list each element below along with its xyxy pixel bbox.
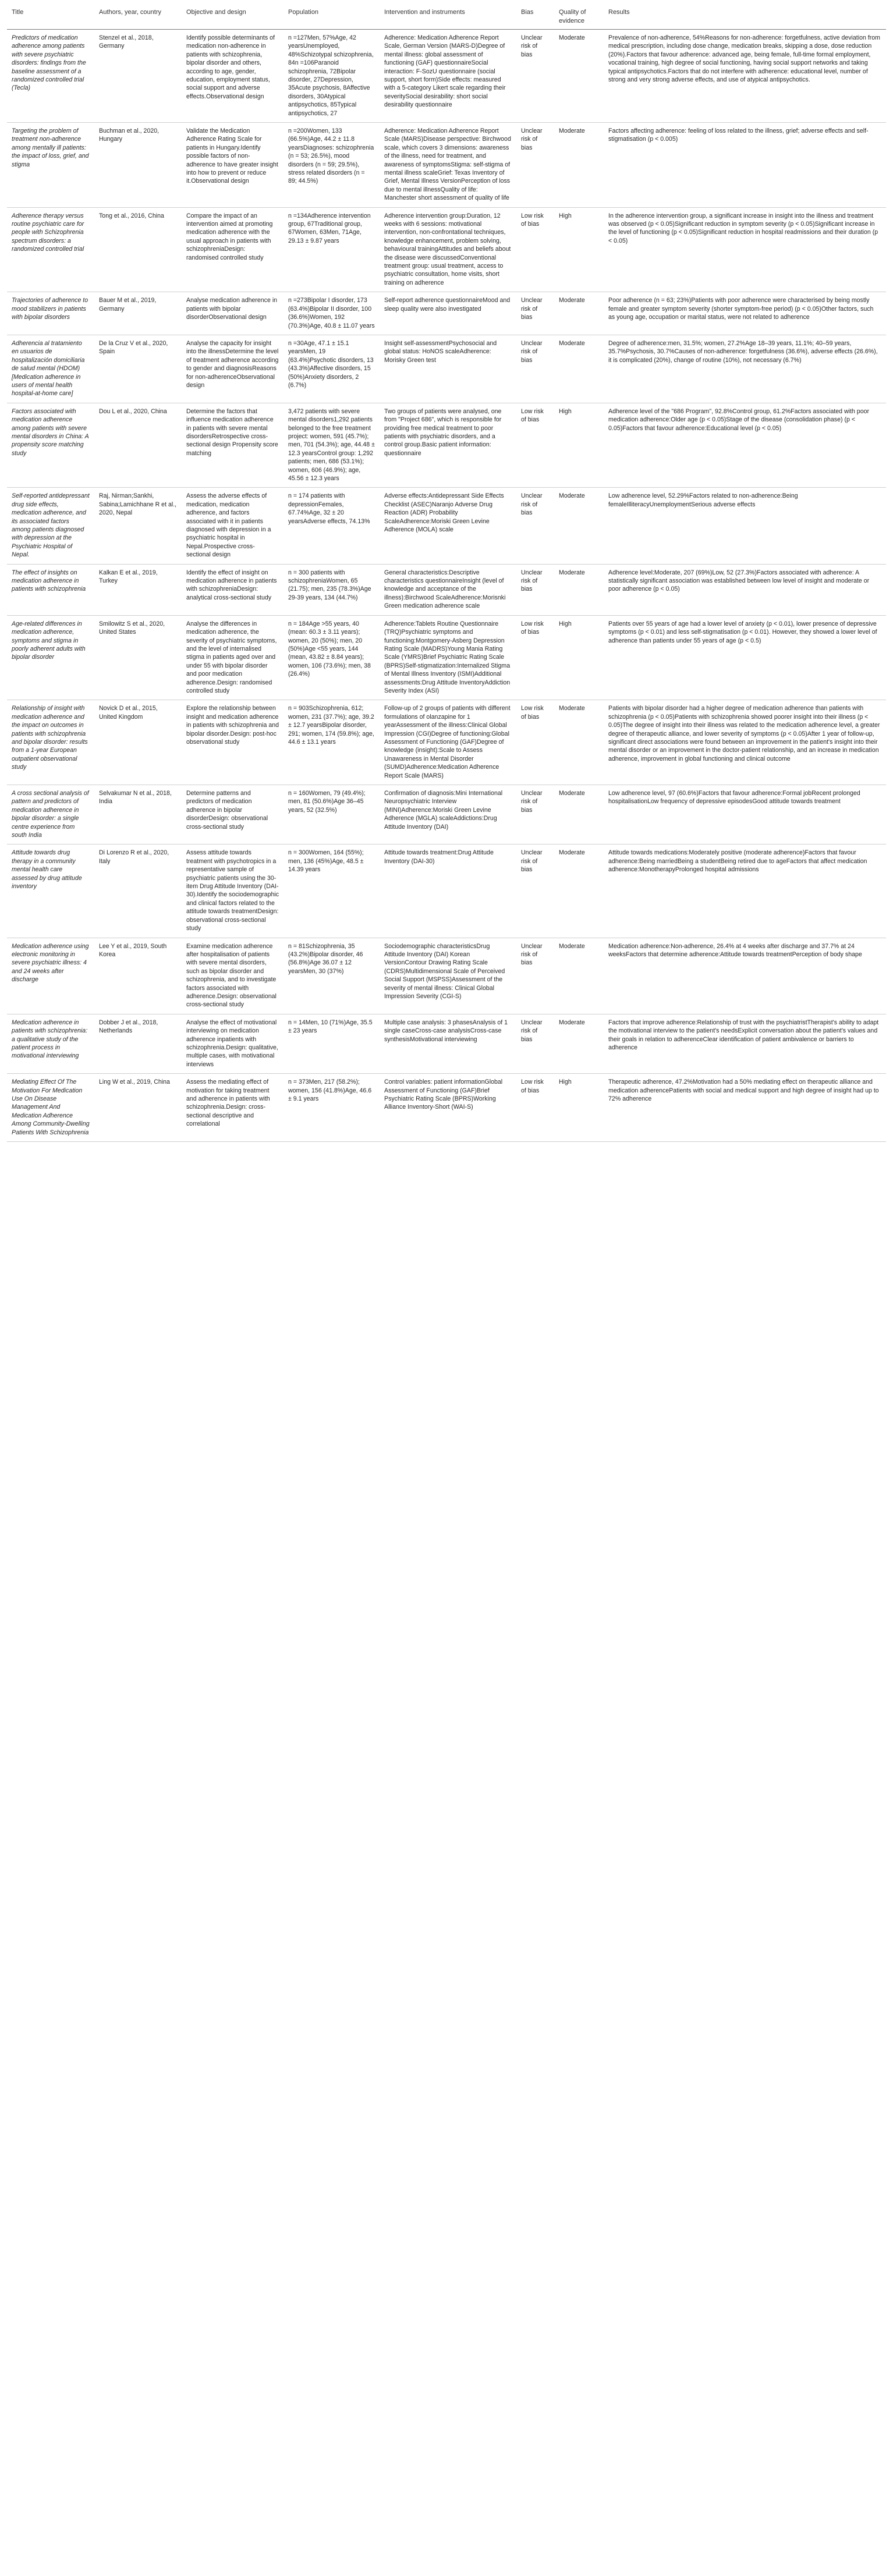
study-objective: Assess attitude towards treatment with psychotropics in a representative sample of psychiatric patients using the 30-item Drug Attitude Inventory (DAI-30).Identify the sociodemographic and clinical factors related to the attitude towards treatmentDesign: observational cross-sectional study <box>182 845 284 938</box>
study-population: n = 174 patients with depressionFemales, 67.74%Age, 32 ± 20 yearsAdverse effects, 74.13% <box>284 488 380 564</box>
study-title: The effect of insights on medication adherence in patients with schizophrenia <box>7 564 94 615</box>
study-title: Adherencia al tratamiento en usuarios de hospitalización domiciliaria de salud mental (HDOM) [Medication adherence in users of mental health hospital-at-home care] <box>7 335 94 403</box>
study-objective: Analyse the effect of motivational interviewing on medication adherence inpatients with schizophrenia.Design: qualitative, multiple cases, with motivational interviews <box>182 1014 284 1073</box>
table-row <box>7 615 886 700</box>
study-intervention: Adherence: Medication Adherence Report Scale, German Version (MARS-D)Degree of mental illness: global assessment of functioning (GAF) questionnaireSocial interaction: F-SozU questionnaire (social support, short form)Side effects: measured with a 5-category Likert scale regarding their severitySocial desirability: short social desirability questionnaire <box>380 29 516 122</box>
study-intervention: Insight self-assessmentPsychosocial and global status: HoNOS scaleAdherence: Morisky Green test <box>380 335 516 403</box>
header-quality: Quality of evidence <box>554 5 604 29</box>
study-quality: Moderate <box>554 292 604 335</box>
study-title: Mediating Effect Of The Motivation For Medication Use On Disease Management And Medication Adherence Among Community-Dwelling Patients With Schizophrenia <box>7 1074 94 1142</box>
study-results: Attitude towards medications:Moderately positive (moderate adherence)Factors that favour adherence:Being marriedBeing a studentBeing retired due to ageFactors that affect medication adherence:MonotherapyProlonged hospital admissions <box>604 845 886 938</box>
study-bias: Unclear risk of bias <box>516 564 554 615</box>
table-row <box>7 29 886 122</box>
study-authors: Dobber J et al., 2018, Netherlands <box>94 1014 182 1073</box>
study-results: Low adherence level, 52.29%Factors related to non-adherence:Being femaleIlliteracyUnemploymentSerious adverse effects <box>604 488 886 564</box>
study-objective: Analyse the differences in medication adherence, the severity of psychiatric symptoms, and the level of internalised stigma in patients aged over and under 55 with bipolar disorder and poor medication adherence.Design: randomised controlled study <box>182 615 284 700</box>
study-population: n = 373Men, 217 (58.2%); women, 156 (41.8%)Age, 46.6 ± 9.1 years <box>284 1074 380 1142</box>
study-quality: High <box>554 1074 604 1142</box>
table-row <box>7 488 886 564</box>
study-objective: Compare the impact of an intervention aimed at promoting medication adherence with the usual approach in patients with schizophreniaDesign: randomised controlled study <box>182 207 284 292</box>
study-authors: Dou L et al., 2020, China <box>94 403 182 488</box>
study-authors: Bauer M et al., 2019, Germany <box>94 292 182 335</box>
study-authors: Lee Y et al., 2019, South Korea <box>94 938 182 1014</box>
study-bias: Unclear risk of bias <box>516 1014 554 1073</box>
study-bias: Unclear risk of bias <box>516 335 554 403</box>
study-bias: Unclear risk of bias <box>516 785 554 845</box>
study-intervention: Two groups of patients were analysed, one from "Project 686", which is responsible for providing free medical treatment to poor patients with psychiatric disorders, and a control group.Basic patient information: questionnaire <box>380 403 516 488</box>
study-bias: Unclear risk of bias <box>516 488 554 564</box>
study-intervention: Adverse effects:Antidepressant Side Effects Checklist (ASEC)Naranjo Adverse Drug Reaction (ADR) Probability ScaleAdherence:Moriski Green Levine Adherence (MOLA) scale <box>380 488 516 564</box>
header-results: Results <box>604 5 886 29</box>
study-bias: Low risk of bias <box>516 700 554 785</box>
table-row <box>7 292 886 335</box>
study-quality: Moderate <box>554 488 604 564</box>
study-results: Degree of adherence:men, 31.5%; women, 27.2%Age 18–39 years, 11.1%; 40–59 years, 35.7%Psychosis, 30.7%Causes of non-adherence: forgetfulness (36.6%), adverse effects (26.6%), it is complicated (20%), change of routine (10%), not necessary (6.7%) <box>604 335 886 403</box>
study-intervention: Sociodemographic characteristicsDrug Attitude Inventory (DAI) Korean VersionContour Drawing Rating Scale (CDRS)Multidimensional Scale of Perceived Social Support (MSPSS)Assessment of the severity of mental illness: Clinical Global Impression Severity (CGI-S) <box>380 938 516 1014</box>
header-objective: Objective and design <box>182 5 284 29</box>
study-population: n = 81Schizophrenia, 35 (43.2%)Bipolar disorder, 46 (56.8%)Age 36.07 ± 12 yearsMen, 30 (37%) <box>284 938 380 1014</box>
study-title: Factors associated with medication adherence among patients with severe mental disorders in China: A propensity score matching study <box>7 403 94 488</box>
study-population: n =273Bipolar I disorder, 173 (63.4%)Bipolar II disorder, 100 (36.6%)Women, 192 (70.3%)Age, 40.8 ± 11.07 years <box>284 292 380 335</box>
study-objective: Assess the mediating effect of motivation for taking treatment and adherence in patients with schizophrenia.Design: cross-sectional descriptive and correlational <box>182 1074 284 1142</box>
study-intervention: Control variables: patient informationGlobal Assessment of Functioning (GAF)Brief Psychiatric Rating Scale (BPRS)Working Alliance Inventory-Short (WAI-S) <box>380 1074 516 1142</box>
header-bias: Bias <box>516 5 554 29</box>
study-objective: Examine medication adherence after hospitalisation of patients with severe mental disorders, such as bipolar disorder and schizophrenia, and to investigate factors associated with adherence.Design: observational cross-sectional study <box>182 938 284 1014</box>
study-authors: Stenzel et al., 2018, Germany <box>94 29 182 122</box>
study-bias: Unclear risk of bias <box>516 938 554 1014</box>
study-title: Medication adherence using electronic monitoring in severe psychiatric illness: 4 and 24 weeks after discharge <box>7 938 94 1014</box>
study-quality: Moderate <box>554 785 604 845</box>
study-results: Factors that improve adherence:Relationship of trust with the psychiatristTherapist's ability to adapt the motivational interview to the patient's needsExplicit conversation about the patient's values and their goals in relation to adherenceClear identification of patient ambivalence or barriers to adherence <box>604 1014 886 1073</box>
study-title: Self-reported antidepressant drug side effects, medication adherence, and its associated factors among patients diagnosed with depression at the Psychiatric Hospital of Nepal. <box>7 488 94 564</box>
study-bias: Low risk of bias <box>516 207 554 292</box>
study-authors: Buchman et al., 2020, Hungary <box>94 122 182 207</box>
table-row <box>7 207 886 292</box>
study-quality: Moderate <box>554 845 604 938</box>
study-population: n = 903Schizophrenia, 612; women, 231 (37.7%); age, 39.2 ± 12.7 yearsBipolar disorder, 291; women, 174 (59.8%); age, 44.6 ± 13.1 years <box>284 700 380 785</box>
study-population: n = 300 patients with schizophreniaWomen, 65 (21.75); men, 235 (78.3%)Age 29-39 years, 134 (44.7%) <box>284 564 380 615</box>
header-authors: Authors, year, country <box>94 5 182 29</box>
study-intervention: Self-report adherence questionnaireMood and sleep quality were also investigated <box>380 292 516 335</box>
study-quality: High <box>554 403 604 488</box>
study-objective: Assess the adverse effects of medication, medication adherence, and factors associated with it in patients diagnosed with depression in a psychiatric hospital in Nepal.Prospective cross-sectional design <box>182 488 284 564</box>
study-objective: Explore the relationship between insight and medication adherence in patients with schizophrenia and bipolar disorder.Design: post-hoc observational study <box>182 700 284 785</box>
study-objective: Analyse medication adherence in patients with bipolar disorderObservational design <box>182 292 284 335</box>
study-title: Attitude towards drug therapy in a community mental health care assessed by drug attitude inventory <box>7 845 94 938</box>
study-population: n =30Age, 47.1 ± 15.1 yearsMen, 19 (63.4%)Psychotic disorders, 13 (43.3%)Affective disorders, 15 (50%)Anxiety disorders, 2 (6.7%) <box>284 335 380 403</box>
study-quality: High <box>554 207 604 292</box>
study-bias: Low risk of bias <box>516 403 554 488</box>
study-results: In the adherence intervention group, a significant increase in insight into the illness and treatment was observed (p < 0.05)Significant reduction in symptom severity (p < 0.05)Significant increase in the level of functioning (p < 0.05)Significant reduction in hospital readmissions and their duration (p < 0.05) <box>604 207 886 292</box>
study-objective: Determine patterns and predictors of medication adherence in bipolar disorderDesign: observational cross-sectional study <box>182 785 284 845</box>
study-results: Patients with bipolar disorder had a higher degree of medication adherence than patients with schizophrenia (p < 0.05)Patients with schizophrenia showed poorer insight into their illness (p < 0.05)The degree of insight into their illness was related to the medication adherence level, a greater degree of therapeutic alliance, and lower severity of symptoms (p < 0.05)After 1 year of follow-up, significant direct associations were found between an improvement in the patient's insight into their mental disorder or an improvement in the doctor-patient relationship, and an increase in medication adherence, improvement in global functioning and clinical outcome <box>604 700 886 785</box>
table-row <box>7 335 886 403</box>
study-title: Trajectories of adherence to mood stabilizers in patients with bipolar disorders <box>7 292 94 335</box>
study-intervention: Follow-up of 2 groups of patients with different formulations of olanzapine for 1 yearAssessment of the illness:Clinical Global Impression (CGI)Degree of functioning:Global Assessment of Functioning (GAF)Degree of knowledge (insight):Scale to Assess Unawareness in Mental Disorder (SUMD)Adherence:Medication Adherence Report Scale (MARS) <box>380 700 516 785</box>
study-population: n = 160Women, 79 (49.4%); men, 81 (50.6%)Age 36–45 years, 52 (32.5%) <box>284 785 380 845</box>
study-title: Predictors of medication adherence among patients with severe psychiatric disorders: findings from the baseline assessment of a randomized controlled trial (Tecla) <box>7 29 94 122</box>
study-population: n = 184Age >55 years, 40 (mean: 60.3 ± 3.11 years); women, 20 (50%); men, 20 (50%)Age <55 years, 144 (mean, 43.82 ± 8.84 years); women, 106 (73.6%); men, 38 (26.4%) <box>284 615 380 700</box>
study-results: Patients over 55 years of age had a lower level of anxiety (p < 0.01), lower presence of depressive symptoms (p < 0.01) and less self-stigmatisation (p < 0.01). However, they showed a lower level of adherence than patients under 55 years of age (p < 0.5) <box>604 615 886 700</box>
study-intervention: Attitude towards treatment:Drug Attitude Inventory (DAI-30) <box>380 845 516 938</box>
study-title: Medication adherence in patients with schizophrenia: a qualitative study of the patient process in motivational interviewing <box>7 1014 94 1073</box>
study-population: 3,472 patients with severe mental disorders1,292 patients belonged to the free treatment project: women, 591 (45.7%); men, 701 (54.3%); age, 44.48 ± 12.3 yearsControl group: 1,292 patients; men, 686 (53.1%); women, 606 (46.9%); age, 45.56 ± 12.3 years <box>284 403 380 488</box>
table-row <box>7 1074 886 1142</box>
header-title: Title <box>7 5 94 29</box>
study-authors: Kalkan E et al., 2019, Turkey <box>94 564 182 615</box>
study-authors: Novick D et al., 2015, United Kingdom <box>94 700 182 785</box>
study-title: Relationship of insight with medication adherence and the impact on outcomes in patients with schizophrenia and bipolar disorder: results from a 1-year European outpatient observational study <box>7 700 94 785</box>
study-bias: Low risk of bias <box>516 1074 554 1142</box>
table-row <box>7 845 886 938</box>
table-row <box>7 785 886 845</box>
study-title: A cross sectional analysis of pattern and predictors of medication adherence in bipolar disorder: a single centre experience from south India <box>7 785 94 845</box>
study-authors: Di Lorenzo R et al., 2020, Italy <box>94 845 182 938</box>
study-intervention: Multiple case analysis: 3 phasesAnalysis of 1 single caseCross-case analysisCross-case synthesisMotivational interviewing <box>380 1014 516 1073</box>
page <box>0 0 893 1142</box>
study-authors: Selvakumar N et al., 2018, India <box>94 785 182 845</box>
study-quality: Moderate <box>554 122 604 207</box>
header-row <box>7 5 886 29</box>
table-row <box>7 1014 886 1073</box>
study-intervention: Adherence: Medication Adherence Report Scale (MARS)Disease perspective: Birchwood scale, which covers 3 dimensions: awareness of the illness, need for treatment, and awareness of symptomsStigma: self-stigma of mental illness scaleGrief: Texas Inventory of Grief, Mental Illness VersionPerception of loss due to mental illnessQuality of life: Manchester short assessment of quality of life <box>380 122 516 207</box>
study-bias: Unclear risk of bias <box>516 29 554 122</box>
header-population: Population <box>284 5 380 29</box>
study-population: n = 300Women, 164 (55%); men, 136 (45%)Age, 48.5 ± 14.39 years <box>284 845 380 938</box>
study-authors: De la Cruz V et al., 2020, Spain <box>94 335 182 403</box>
study-title: Targeting the problem of treatment non-adherence among mentally ill patients: the impact of loss, grief, and stigma <box>7 122 94 207</box>
study-intervention: General characteristics:Descriptive characteristics questionnaireInsight (level of knowledge and acceptance of the illness):Birchwood ScaleAdherence:Morisnki Green medication adherence scale <box>380 564 516 615</box>
study-results: Poor adherence (n = 63; 23%)Patients with poor adherence were characterised by being mostly female and greater symptom severity (shorter symptom-free period) (p < 0.05)Other factors, such as young age, occupation or marital status, were not related to adherence <box>604 292 886 335</box>
study-intervention: Confirmation of diagnosis:Mini International Neuropsychiatric Interview (MINI)Adherence:Moriski Green Levine Adherence (MGLA) scaleAddictions:Drug Attitude Inventory (DAI) <box>380 785 516 845</box>
study-objective: Validate the Medication Adherence Rating Scale for patients in Hungary.Identify possible factors of non-adherence to have greater insight into how to prevent or reduce it.Observational design <box>182 122 284 207</box>
header-intervention: Intervention and instruments <box>380 5 516 29</box>
study-authors: Raj, Nirman;Sankhi, Sabina;Lamichhane R et al., 2020, Nepal <box>94 488 182 564</box>
study-bias: Low risk of bias <box>516 615 554 700</box>
table-row <box>7 564 886 615</box>
study-population: n = 14Men, 10 (71%)Age, 35.5 ± 23 years <box>284 1014 380 1073</box>
study-quality: Moderate <box>554 700 604 785</box>
study-quality: High <box>554 615 604 700</box>
study-objective: Identify possible determinants of medication non-adherence in patients with schizophrenia, bipolar disorder and others, according to age, gender, education, employment status, social support and adverse effects.Observational design <box>182 29 284 122</box>
study-results: Prevalence of non-adherence, 54%Reasons for non-adherence: forgetfulness, active deviation from medical prescription, including dose change, medication breaks, skipping a dose, dose reduction (20%).Factors that favour adherence: advanced age, being female, full-time formal employment, vocational training, high degree of social functioning, having social support networks and taking typical antipsychotics.Factors that do not interfere with adherence: educational level, number of strong and very strong adverse effects, and use of atypical antipsychotics. <box>604 29 886 122</box>
table-row <box>7 700 886 785</box>
study-results: Low adherence level, 97 (60.6%)Factors that favour adherence:Formal jobRecent prolonged hospitalisationLow frequency of depressive episodesGood attitude towards treatment <box>604 785 886 845</box>
study-results: Adherence level:Moderate, 207 (69%)Low, 52 (27.3%)Factors associated with adherence: A statistically significant association was established between low level of insight and moderate or poor adherence (p < 0.05) <box>604 564 886 615</box>
study-population: n =127Men, 57%Age, 42 yearsUnemployed, 48%Schizotypal schizophrenia, 84n =106Paranoid schizophrenia, 72Bipolar disorder, 27Depression, 35Acute psychosis, 8Affective disorders, 30Atypical antipsychotics, 85Typical antipsychotics, 27 <box>284 29 380 122</box>
study-authors: Tong et al., 2016, China <box>94 207 182 292</box>
study-intervention: Adherence:Tablets Routine Questionnaire (TRQ)Psychiatric symptoms and functioning:Montgomery-Asberg Depression Rating Scale (MADRS)Young Mania Rating Scale (YMRS)Brief Psychiatric Rating Scale (BPRS)Self-stigmatization:Internalized Stigma of Mental Illness Inventory (ISMI)Additional assessments:Drug Attitude InventoryAddiction Severity Index (ASI) <box>380 615 516 700</box>
table-row <box>7 122 886 207</box>
study-bias: Unclear risk of bias <box>516 122 554 207</box>
study-objective: Identify the effect of insight on medication adherence in patients with schizophreniaDesign: analytical cross-sectional study <box>182 564 284 615</box>
study-bias: Unclear risk of bias <box>516 292 554 335</box>
study-quality: Moderate <box>554 335 604 403</box>
study-quality: Moderate <box>554 29 604 122</box>
study-quality: Moderate <box>554 1014 604 1073</box>
study-title: Adherence therapy versus routine psychiatric care for people with Schizophrenia spectrum disorders: a randomized controlled trial <box>7 207 94 292</box>
study-results: Therapeutic adherence, 47.2%Motivation had a 50% mediating effect on therapeutic alliance and medication adherencePatients with social and medical support and high degree of insight had up to 72% adherence <box>604 1074 886 1142</box>
study-results: Adherence level of the "686 Program", 92.8%Control group, 61.2%Factors associated with poor medication adherence:Older age (p < 0.05)Stage of the disease (consolidation phase) (p < 0.05)Factors that favour adherence:Educational level (p < 0.05) <box>604 403 886 488</box>
study-quality: Moderate <box>554 938 604 1014</box>
study-title: Age-related differences in medication adherence, symptoms and stigma in poorly adherent adults with bipolar disorder <box>7 615 94 700</box>
table-row <box>7 403 886 488</box>
study-results: Factors affecting adherence: feeling of loss related to the illness, grief; adverse effects and self-stigmatisation (p < 0.005) <box>604 122 886 207</box>
study-authors: Ling W et al., 2019, China <box>94 1074 182 1142</box>
study-intervention: Adherence intervention group:Duration, 12 weeks with 6 sessions: motivational intervention, non-confrontational techniques, knowledge enhancement, problem solving, behavioural trainingAttitudes and beliefs about the disease were discussedConventional treatment group: usual treatment, access to psychiatric consultation, home visits, short training on adherence <box>380 207 516 292</box>
table-row <box>7 938 886 1014</box>
study-population: n =134Adherence intervention group, 67Traditional group, 67Women, 63Men, 71Age, 29.13 ± 9.87 years <box>284 207 380 292</box>
study-objective: Analyse the capacity for insight into the illnessDetermine the level of treatment adherence according to gender and diagnosisReasons for non-adherenceObservational design <box>182 335 284 403</box>
study-authors: Smilowitz S et al., 2020, United States <box>94 615 182 700</box>
study-results: Medication adherence:Non-adherence, 26.4% at 4 weeks after discharge and 37.7% at 24 weeksFactors that determine adherence:Attitude towards treatmentPerception of body shape <box>604 938 886 1014</box>
study-population: n =200Women, 133 (66.5%)Age, 44.2 ± 11.8 yearsDiagnoses: schizophrenia (n = 53; 26.5%), mood disorders (n = 59; 29.5%), stress related disorders (n = 89; 44.5%) <box>284 122 380 207</box>
study-quality: Moderate <box>554 564 604 615</box>
studies-table <box>7 5 886 1142</box>
study-objective: Determine the factors that influence medication adherence in patients with severe mental disordersRetrospective cross-sectional design Propensity score matching <box>182 403 284 488</box>
study-bias: Unclear risk of bias <box>516 845 554 938</box>
